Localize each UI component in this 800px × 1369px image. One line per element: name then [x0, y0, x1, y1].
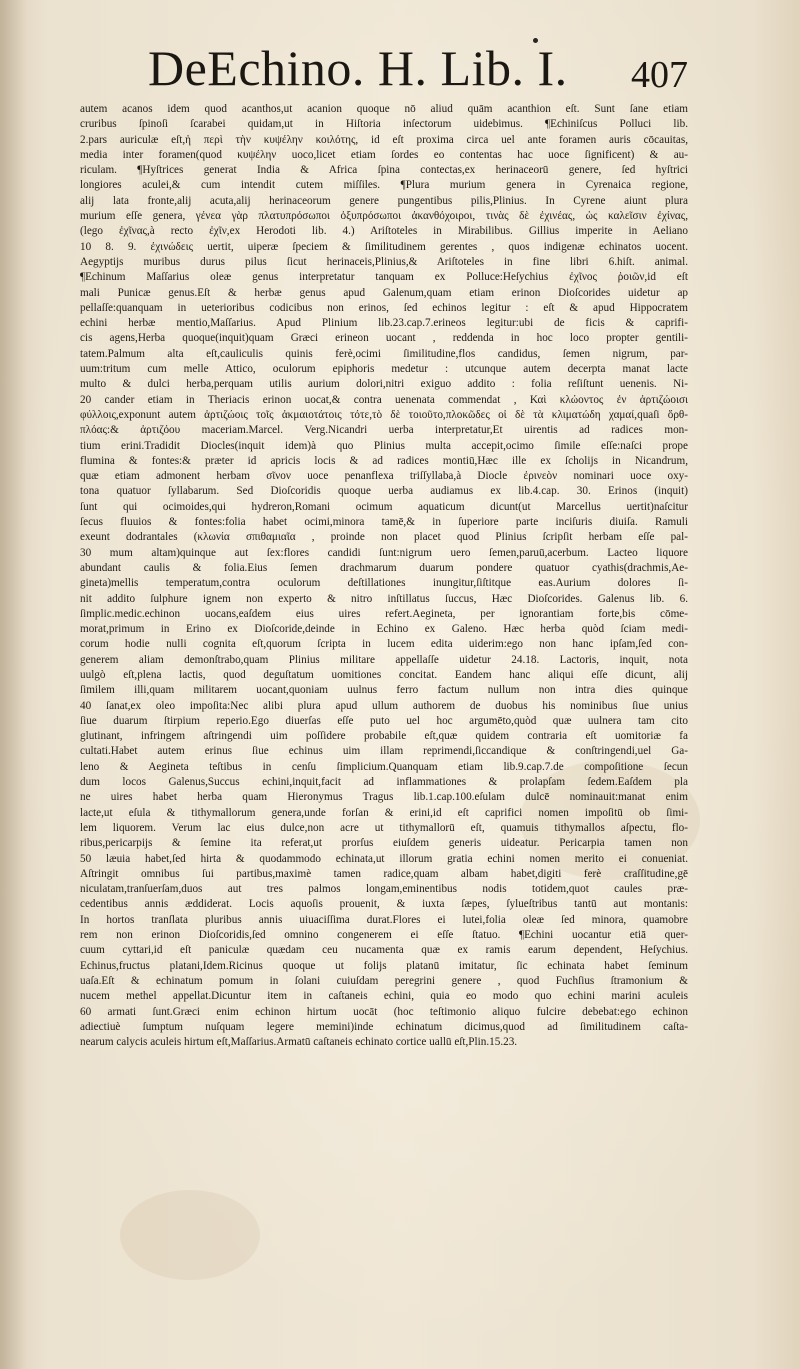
text-line: lacte,ut eſula & tithymallorum genera,unde forſan & erini,id eſt caprifici nomen impoſitū ob ſimi-	[80, 806, 688, 819]
text-line: corum hodie nulli cognita eſt,quorum ſcripta in lucem edita uiderim:ego non hanc ipſam,ſed con-	[80, 638, 688, 651]
body-text	[80, 102, 688, 1050]
text-line: morat,primum in Erino ex Dioſcoride,deinde in Echino ex Galeno. Hæc herba quòd ſciam medi-	[80, 623, 688, 636]
text-line: generem aliam demonſtrabo,quam Plinius militare appellaſſe uidetur 24.18. Lactoris, inquit, nota	[80, 653, 688, 666]
text-line: ſecus fluuios & fontes:folia habet ocimi,minora tamē,& in ſuperiore parte inciſuris diuiſa. Ramuli	[80, 516, 688, 529]
text-line: cedentibus annis æddiderat. Locis aquoſis prouenit, & iuxta ſæpes, ſylueſtribus tantū aut montanis:	[80, 898, 688, 911]
text-line: longiores aculei,& cum intendit cutem miſſiles. ¶Plura murium genera in Cyrenaica regione,	[80, 179, 688, 192]
text-line: glutinant, infringem aſtringendi uim poſſidere probabile eſt,quæ quidem contraria eſt uomitoriæ fa	[80, 730, 688, 743]
text-line: murium eſſe genera, γένεα γὰρ πλατυπρόσωποι ὀξυπρόσωποι ἀκανθόχοιροι, τινὰς δὲ ἐχινέας, ὡς καλεῖσιν ἐχίνας,	[80, 210, 688, 223]
text-line: autem acanos idem quod acanthos,ut acanion quoque nō aliud quām acanthion eſt. Sunt ſane etiam	[80, 103, 688, 115]
text-line: ſiue duarum ſtirpium reperio.Ego diuerſas eſſe puto uel hoc argumēto,quòd quæ uulnera tam cito	[80, 714, 688, 727]
text-line: 50 læuia habet,ſed hirta & quodammodo echinata,ut illorum gratia echini nomen merito ei conueniat.	[80, 852, 688, 865]
text-line: ¶Echinum Maſſarius oleæ genus interpretatur tanquam ex Polluce:Heſychius ἐχῖνος ῥοιῶν,id eſt	[80, 271, 688, 284]
text-line: mali Punicæ genus.Eſt & herbæ genus apud Galenum,quam etiam erinon Dioſcorides uidetur ap	[80, 286, 688, 299]
text-line: tium erini.Tradidit Diocles(inquit idem)à quo Plinius multa accepit,ocimo ſimile eſſe:naſci prope	[80, 439, 688, 452]
text-line: flumina & fontes:& præter id apricis locis & ad radices montiū,Hæc ille ex ſcholijs in Nicandrum,	[80, 454, 688, 467]
text-line: uulgò eſt,plena lactis, quod deguſtatum uomitiones concitat. Eandem hanc aliqui eſſe dicunt, alij	[80, 668, 688, 681]
text-line: adiectiuè ſumptum nuſquam legere memini)inde echinatum dicimus,quod ad ſimilitudinem caſta-	[80, 1020, 688, 1033]
gutter-shadow	[0, 0, 26, 1369]
text-line: gineta)mellis temperatum,contra oculorum deſtillationes inungitur,ſiſtitque eas.Aurium dolores ſi-	[80, 577, 688, 590]
text-line: exeunt dodrantales (κλωνία σπιθαμιαῖα , proinde non placet quod Plinius ſcripſit herbam eſſe pal-	[80, 531, 688, 544]
text-line: uaſa.Eſt & echinatum pomum in ſolani cuiuſdam peregrini genere , quod Fuchſius ſtramonium &	[80, 974, 688, 987]
text-line: ſunt qui ocimoides,qui hydreron,Romani ocimum aquaticum dicunt(ut Marcellus uertit)naſcitur	[80, 500, 688, 513]
text-line: 2.pars auriculæ eſt,ἡ περὶ τὴν κυψέλην κοιλότης, id eſt proxima circa uel ante foramen auris cōcauitas,	[80, 133, 688, 146]
running-head	[148, 38, 688, 100]
text-line: cis agens,Herba quoque(inquit)quam Græci erineon uocant , reddenda in hoc loco propter gentili-	[80, 332, 688, 345]
text-line: quæ etiam admonent herbam σῖνον uoce penanflexa triſſyllaba,à Diocle ἐρινεὸν nominari uoce oxy-	[80, 470, 688, 483]
text-line: media inter foramen(quod κυψέλην uoco,licet etiam ſordes eo contentas hac uoce ſignificent) & au-	[80, 148, 688, 161]
text-line: lem liquorem. Verum lac eius dulce,non acre ut tithymallorū eſt, quamuis tithymallos aſpectu, flo-	[80, 821, 688, 834]
text-line: ne uires habet herba quam Hieronymus Tragus lib.1.cap.100.eſulam dulcē nominauit:manat enim	[80, 791, 688, 804]
text-line: Echinus,fructus platani,Idem.Ricinus quoque ut folijs platanū imitatur, ſic echinata habet ſeminum	[80, 959, 688, 972]
paper-stain	[120, 1190, 260, 1280]
text-line: tona quatuor ſyllabarum. Sed Dioſcoridis quoque uerba audiamus ex lib.4.cap. 30. Erinos (inquit)	[80, 485, 688, 498]
text-line: alij lata fronte,alij acuta,alij herinaceorum genere pungentibus pilis,Plinius. In Cyrene aiunt plura	[80, 194, 688, 207]
text-line: dum locos Galenus,Succus echini,inquit,facit ad inflammationes & prolapſam ſedem.Eaſdem pla	[80, 776, 688, 789]
text-line: echini herbæ mentio,Maſſarius. Apud Plinium lib.23.cap.7.erineos legitur:ubi de ficis & caprifi-	[80, 317, 688, 330]
text-line: niculatam,tranſuerſam,duos aut tres palmos longam,eminentibus nodis totidem,quot caules præ-	[80, 883, 688, 896]
text-line: riculam. ¶Hyſtrices generat India & Africa ſpina contectas,ex herinaceorū genere, ſed hyſtrici	[80, 164, 688, 177]
text-line: leno & Aegineta teſtibus in cenſu ſimplicium.Quanquam etiam lib.9.cap.7.de compoſitione ſecun	[80, 760, 688, 773]
text-line: ſimplic.medic.echinon uocans,eaſdem eius uires refert.Aegineta, per ignorantiam forte,bis cōme-	[80, 607, 688, 620]
text-line: uum:tritum cum melle Attico, oculorum epiphoris medetur : utcunque autem decerpta manat lacte	[80, 363, 688, 376]
text-line: rem non erinon Dioſcoridis,ſed omnino congenerem ei eſſe ſtatuo. ¶Echini uocantur etiā quer-	[80, 929, 688, 942]
text-line: Aegyptijs muribus durus pilus ſicut herinaceis,Plinius,& Ariſtoteles in fine libri 6.hiſt. animal.	[80, 255, 688, 268]
text-line: ſimilem illi,quam militarem uocant,quoniam uulnus ferro factum nullum non intra dies quinque	[80, 684, 688, 697]
text-line: φύλλοις,exponunt autem ἀρτιζώοις τοῖς ἀκμαιοτάτοις τότε,τὸ δὲ τοιοῦτο,πλοκῶδες οἱ δὲ τὰ κλιματώδη χαμαί,quaſi ὄρθ-	[80, 408, 688, 421]
text-line: Aſtringit omnibus ſui partibus,maximè tamen radice,quam albam habet,digiti ferè craſſitudine,gē	[80, 867, 688, 880]
text-line: multo & dulci herba,perquam utilis aurium dolori,nitri exiguo addito : folia reſiſtunt uenenis. Ni-	[80, 378, 688, 391]
text-line: pellaſſe:quanquam in ueterioribus codicibus non erinos, ſed echinos legitur : eſt & apud Hippocratem	[80, 301, 688, 314]
text-line: 20 cander etiam in Theriacis erinon uocat,& contra uenenata commendat , Καὶ κλώοντος ἐν ἀρτιζώοισι	[80, 393, 688, 406]
text-line: nearum calycis aculeis hirtum eſt,Maſſarius.Armatū caſtaneis echinato cortice uallū eſt,Plin.15.23.	[80, 1036, 518, 1049]
text-line: 10 8. 9. ἐχινώδεις uertit, uiperæ ſpeciem & ſimilitudinem gerentes , quos indigenæ echinatos uocent.	[80, 240, 688, 253]
text-line: nucem methel appellat.Dicuntur item in caſtaneis echini, quia eo modo quo echini marini aculeis	[80, 990, 688, 1003]
text-line: cruribus ſpinoſi ſcarabei quidam,ut in Hiſtoria inſectorum uidebimus. ¶Echiniſcus Polluci lib.	[80, 118, 688, 131]
text-line: abundant caulis & folia.Eius ſemen drachmarum duarum pondere quatuor cyathis(drachmis,Ae-	[80, 561, 688, 574]
text-line: nit addito ſulphure ignem non experto & nitro inſtillatus ſuccus, Hæc Dioſcorides. Galenus lib. 6.	[80, 592, 688, 605]
text-line: 40 ſanat,ex oleo impoſita:Nec alibi plura apud ullum authorem de duobus his nominibus ſiue unius	[80, 699, 688, 712]
text-line: cultati.Habet autem erinus ſiue echinus uim illam reprimendi,ſiccandique & conſtringendi,uel Ga-	[80, 745, 688, 758]
text-line: tatem.Palmum alta eſt,cauliculis quinis ferè,ocimi ſimilitudine,flos candidus, ſemen nigrum, par-	[80, 347, 688, 360]
page-title: DeEchino. H. Lib. I.	[148, 40, 568, 96]
text-line: ribus,pericarpijs & ſemine ita referat,ut prorſus eiuſdem generis uideatur. Pericarpia tamen non	[80, 837, 688, 850]
text-line: πλόας:& ἀρτιζόου maceriam.Marcel. Verg.Nicandri uerba interpretatur,Et uirentis ad radices mon-	[80, 424, 688, 437]
text-line: 60 armati ſunt.Græci enim echinon hirtum uocāt (hoc teſtimonio aliquo fulcire debebat:ego echinon	[80, 1005, 688, 1018]
page-number: 407	[631, 54, 688, 96]
text-line: (lego ἐχῖνας,à recto ἐχῖν,ex Herodoti lib. 4.) Ariſtoteles in Mirabilibus. Gillius imperite in Aeliano	[80, 225, 688, 238]
text-line: cuum cyttari,id eſt paniculæ quædam ceu nucamenta quæ ex ramis earum dependent, Heſychius.	[80, 944, 688, 957]
text-line: In hortos tranſlata pluribus annis uiuaciſſima durat.Flores ei lutei,folia oleæ ſed minora, quamobre	[80, 913, 688, 926]
text-line: 30 mum altam)quinque aut ſex:flores candidi ſunt:nigrum uero ſemen,paruū,acerbum. Lacteo liquore	[80, 546, 688, 559]
